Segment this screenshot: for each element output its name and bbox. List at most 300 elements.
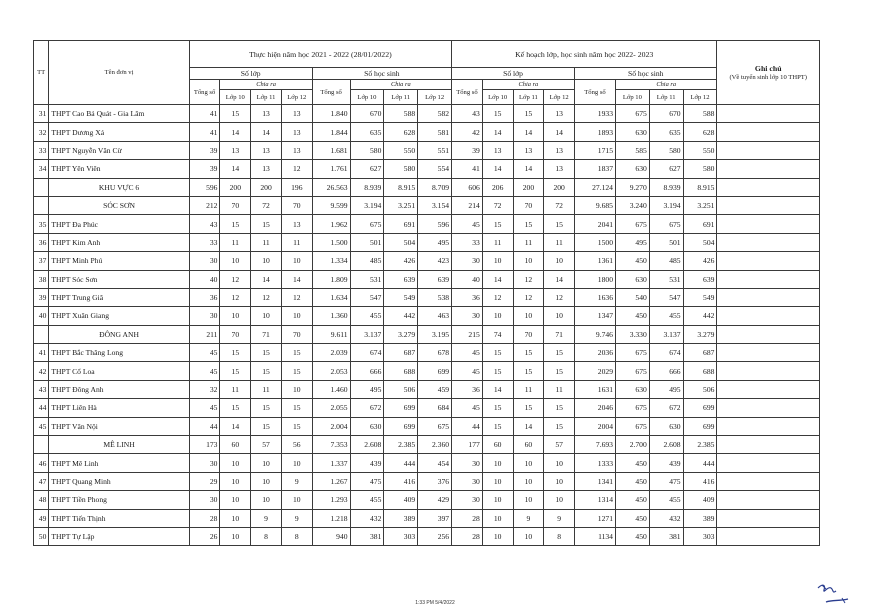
table-row (34, 380, 820, 398)
actual-student-grade12: 684 (418, 399, 452, 417)
actual-class-grade12: 70 (281, 196, 312, 214)
school-name: THPT Cao Bá Quát - Gia Lâm (49, 105, 189, 123)
plan-student-grade11: 666 (649, 362, 683, 380)
plan-student-grade10: 675 (615, 362, 649, 380)
table-row (34, 141, 820, 159)
actual-class-grade11: 72 (251, 196, 282, 214)
plan-student-total: 2041 (575, 215, 616, 233)
actual-class-grade12: 10 (281, 380, 312, 398)
plan-student-grade10: 450 (615, 509, 649, 527)
row-index: 42 (34, 362, 49, 380)
plan-class-grade10: 15 (482, 399, 513, 417)
actual-student-total: 2.053 (312, 362, 350, 380)
plan-class-grade10: 11 (482, 233, 513, 251)
region-name: KHU VỰC 6 (49, 178, 189, 196)
actual-student-grade11: 691 (384, 215, 418, 233)
actual-class-total: 30 (189, 491, 220, 509)
row-index: 36 (34, 233, 49, 251)
plan-student-grade10: 3.330 (615, 325, 649, 343)
actual-class-grade11: 13 (251, 141, 282, 159)
actual-student-grade10: 475 (350, 472, 384, 490)
actual-class-total: 45 (189, 399, 220, 417)
actual-class-grade10: 10 (220, 491, 251, 509)
grade10-header: Lớp 10 (482, 90, 513, 105)
actual-student-grade10: 635 (350, 123, 384, 141)
actual-student-grade10: 627 (350, 160, 384, 178)
plan-student-total: 1341 (575, 472, 616, 490)
actual-class-grade10: 15 (220, 105, 251, 123)
plan-student-grade11: 670 (649, 105, 683, 123)
actual-student-grade11: 442 (384, 307, 418, 325)
actual-class-grade11: 15 (251, 215, 282, 233)
plan-class-total: 39 (452, 141, 483, 159)
plan-student-split-header: Chia ra (615, 80, 716, 90)
actual-class-count-header: Số lớp (189, 68, 312, 80)
table-row (34, 252, 820, 270)
actual-class-total: 45 (189, 344, 220, 362)
actual-class-grade12: 14 (281, 270, 312, 288)
plan-class-grade12: 11 (544, 380, 575, 398)
plan-student-total: 1134 (575, 527, 616, 545)
plan-class-total: 30 (452, 472, 483, 490)
plan-class-total: 45 (452, 215, 483, 233)
plan-student-grade12: 2.385 (683, 436, 717, 454)
actual-class-grade10: 11 (220, 233, 251, 251)
actual-student-grade10: 432 (350, 509, 384, 527)
plan-class-grade12: 15 (544, 399, 575, 417)
note-header (717, 41, 820, 105)
actual-class-grade12: 15 (281, 344, 312, 362)
actual-class-total: 29 (189, 472, 220, 490)
plan-class-grade12: 15 (544, 344, 575, 362)
col-tt-header: TT (34, 41, 49, 105)
plan-class-grade10: 10 (482, 307, 513, 325)
actual-student-grade11: 549 (384, 288, 418, 306)
plan-class-grade12: 8 (544, 527, 575, 545)
plan-student-total: 1271 (575, 509, 616, 527)
actual-class-grade12: 13 (281, 141, 312, 159)
actual-class-total: 212 (189, 196, 220, 214)
actual-student-grade12: 2.360 (418, 436, 452, 454)
plan-student-grade12: 389 (683, 509, 717, 527)
actual-student-total: 1.809 (312, 270, 350, 288)
row-index: 45 (34, 417, 49, 435)
actual-class-grade10: 12 (220, 270, 251, 288)
note-cell (717, 233, 820, 251)
plan-class-grade11: 10 (513, 491, 544, 509)
school-name: THPT Tiền Phong (49, 491, 189, 509)
actual-class-grade11: 10 (251, 454, 282, 472)
plan-student-total: 2004 (575, 417, 616, 435)
row-index (34, 196, 49, 214)
actual-student-grade10: 2.608 (350, 436, 384, 454)
plan-class-grade10: 10 (482, 472, 513, 490)
note-cell (717, 215, 820, 233)
row-index: 40 (34, 307, 49, 325)
actual-student-total: 2.039 (312, 344, 350, 362)
plan-student-grade12: 506 (683, 380, 717, 398)
school-name: THPT Sóc Sơn (49, 270, 189, 288)
actual-student-split-header: Chia ra (350, 80, 452, 90)
actual-class-grade12: 10 (281, 491, 312, 509)
plan-student-total: 9.685 (575, 196, 616, 214)
plan-class-grade11: 12 (513, 270, 544, 288)
row-index: 43 (34, 380, 49, 398)
actual-student-grade10: 674 (350, 344, 384, 362)
school-name: THPT Xuân Giang (49, 307, 189, 325)
actual-class-grade10: 15 (220, 344, 251, 362)
note-cell (717, 344, 820, 362)
plan-class-grade10: 10 (482, 252, 513, 270)
plan-student-grade12: 409 (683, 491, 717, 509)
actual-student-grade12: 463 (418, 307, 452, 325)
plan-student-grade12: 504 (683, 233, 717, 251)
region-name: SÓC SƠN (49, 196, 189, 214)
plan-student-grade11: 475 (649, 472, 683, 490)
actual-class-grade12: 10 (281, 252, 312, 270)
actual-student-total: 1.293 (312, 491, 350, 509)
actual-student-grade10: 630 (350, 417, 384, 435)
plan-class-grade11: 15 (513, 215, 544, 233)
actual-student-total: 1.962 (312, 215, 350, 233)
actual-student-grade11: 2.385 (384, 436, 418, 454)
plan-class-grade12: 15 (544, 215, 575, 233)
row-index: 38 (34, 270, 49, 288)
actual-class-total: 28 (189, 509, 220, 527)
plan-class-total: 28 (452, 509, 483, 527)
plan-class-grade10: 60 (482, 436, 513, 454)
note-cell (717, 509, 820, 527)
plan-student-total: 1333 (575, 454, 616, 472)
actual-class-total: 173 (189, 436, 220, 454)
plan-class-grade10: 15 (482, 344, 513, 362)
plan-class-total: 33 (452, 233, 483, 251)
actual-student-grade11: 444 (384, 454, 418, 472)
plan-student-grade11: 547 (649, 288, 683, 306)
plan-student-total: 1314 (575, 491, 616, 509)
actual-class-grade11: 200 (251, 178, 282, 196)
plan-student-total: 1631 (575, 380, 616, 398)
plan-student-grade11: 3.194 (649, 196, 683, 214)
note-cell (717, 472, 820, 490)
plan-student-grade10: 450 (615, 491, 649, 509)
row-index: 39 (34, 288, 49, 306)
plan-student-count-header: Số học sinh (575, 68, 717, 80)
actual-class-grade12: 11 (281, 233, 312, 251)
plan-class-grade11: 70 (513, 325, 544, 343)
plan-student-grade10: 450 (615, 252, 649, 270)
plan-class-grade11: 10 (513, 454, 544, 472)
plan-class-grade11: 10 (513, 472, 544, 490)
plan-student-grade12: 303 (683, 527, 717, 545)
actual-class-total: 26 (189, 527, 220, 545)
actual-class-grade10: 10 (220, 252, 251, 270)
plan-class-grade11: 60 (513, 436, 544, 454)
plan-class-grade10: 14 (482, 380, 513, 398)
actual-class-total: 40 (189, 270, 220, 288)
plan-class-grade12: 10 (544, 472, 575, 490)
actual-class-grade12: 13 (281, 105, 312, 123)
actual-class-grade11: 14 (251, 123, 282, 141)
actual-student-grade12: 639 (418, 270, 452, 288)
actual-class-grade12: 70 (281, 325, 312, 343)
table-row (34, 399, 820, 417)
plan-student-grade10: 675 (615, 417, 649, 435)
actual-student-grade11: 3.279 (384, 325, 418, 343)
plan-class-total: 30 (452, 491, 483, 509)
plan-class-grade10: 14 (482, 123, 513, 141)
plan-class-grade12: 9 (544, 509, 575, 527)
note-cell (717, 527, 820, 545)
actual-class-grade10: 70 (220, 196, 251, 214)
actual-class-grade10: 10 (220, 527, 251, 545)
plan-student-grade12: 699 (683, 399, 717, 417)
actual-class-grade12: 10 (281, 307, 312, 325)
table-body (34, 105, 820, 546)
actual-student-total: 1.337 (312, 454, 350, 472)
actual-class-grade10: 11 (220, 380, 251, 398)
plan-class-grade12: 10 (544, 454, 575, 472)
actual-class-total: 44 (189, 417, 220, 435)
plan-class-grade12: 10 (544, 307, 575, 325)
plan-class-total: 45 (452, 399, 483, 417)
actual-class-grade12: 15 (281, 399, 312, 417)
plan-class-grade11: 9 (513, 509, 544, 527)
school-name: THPT Đa Phúc (49, 215, 189, 233)
school-name: THPT Tiến Thịnh (49, 509, 189, 527)
actual-student-grade11: 699 (384, 417, 418, 435)
plan-class-grade12: 10 (544, 491, 575, 509)
actual-student-grade11: 426 (384, 252, 418, 270)
actual-student-grade12: 454 (418, 454, 452, 472)
actual-student-grade10: 455 (350, 307, 384, 325)
plan-class-grade10: 206 (482, 178, 513, 196)
table-row (34, 491, 820, 509)
actual-class-total: 30 (189, 307, 220, 325)
actual-student-total: 1.840 (312, 105, 350, 123)
actual-class-grade10: 10 (220, 307, 251, 325)
row-index: 34 (34, 160, 49, 178)
row-index: 37 (34, 252, 49, 270)
plan-class-grade10: 72 (482, 196, 513, 214)
note-title: Ghi chú (754, 63, 782, 73)
actual-student-grade11: 303 (384, 527, 418, 545)
plan-student-grade12: 580 (683, 160, 717, 178)
plan-student-grade12: 699 (683, 417, 717, 435)
region-name: MÊ LINH (49, 436, 189, 454)
plan-class-grade12: 72 (544, 196, 575, 214)
plan-student-grade12: 588 (683, 105, 717, 123)
actual-student-grade11: 409 (384, 491, 418, 509)
actual-class-grade10: 10 (220, 509, 251, 527)
plan-student-grade10: 540 (615, 288, 649, 306)
region-subtotal-row (34, 196, 820, 214)
actual-student-grade12: 397 (418, 509, 452, 527)
row-index: 47 (34, 472, 49, 490)
actual-student-total: 1.360 (312, 307, 350, 325)
plan-student-total: 27.124 (575, 178, 616, 196)
plan-student-grade12: 3.279 (683, 325, 717, 343)
actual-class-total: 43 (189, 215, 220, 233)
plan-class-grade10: 10 (482, 454, 513, 472)
plan-class-total: 30 (452, 252, 483, 270)
actual-student-grade12: 678 (418, 344, 452, 362)
plan-student-grade11: 485 (649, 252, 683, 270)
actual-class-split-header: Chia ra (220, 80, 312, 90)
plan-class-total: 44 (452, 417, 483, 435)
note-cell (717, 380, 820, 398)
grade12-header: Lớp 12 (683, 90, 717, 105)
actual-student-grade10: 675 (350, 215, 384, 233)
plan-student-grade12: 3.251 (683, 196, 717, 214)
row-index: 31 (34, 105, 49, 123)
actual-class-grade10: 10 (220, 472, 251, 490)
note-cell (717, 399, 820, 417)
plan-student-grade11: 672 (649, 399, 683, 417)
plan-class-total: 36 (452, 380, 483, 398)
plan-student-total: 1800 (575, 270, 616, 288)
actual-class-grade12: 15 (281, 417, 312, 435)
row-index: 50 (34, 527, 49, 545)
table-row (34, 527, 820, 545)
plan-class-grade12: 200 (544, 178, 575, 196)
actual-class-grade12: 13 (281, 123, 312, 141)
actual-class-grade10: 14 (220, 123, 251, 141)
plan-class-grade10: 15 (482, 215, 513, 233)
actual-student-grade12: 675 (418, 417, 452, 435)
plan-student-total-header: Tổng số (575, 80, 616, 105)
actual-class-grade11: 14 (251, 270, 282, 288)
actual-class-total: 32 (189, 380, 220, 398)
actual-student-total: 9.599 (312, 196, 350, 214)
table-row (34, 344, 820, 362)
plan-class-grade12: 12 (544, 288, 575, 306)
actual-class-grade10: 70 (220, 325, 251, 343)
plan-class-grade12: 13 (544, 141, 575, 159)
plan-class-grade10: 10 (482, 509, 513, 527)
actual-student-grade12: 554 (418, 160, 452, 178)
actual-class-total: 45 (189, 362, 220, 380)
note-subtitle: (Về tuyển sinh lớp 10 THPT) (729, 73, 807, 81)
note-cell (717, 160, 820, 178)
table-row (34, 233, 820, 251)
actual-student-grade12: 3.154 (418, 196, 452, 214)
plan-class-grade11: 10 (513, 252, 544, 270)
actual-student-total-header: Tổng số (312, 80, 350, 105)
actual-class-grade11: 9 (251, 509, 282, 527)
actual-student-grade10: 381 (350, 527, 384, 545)
actual-student-total: 2.004 (312, 417, 350, 435)
plan-class-grade11: 12 (513, 288, 544, 306)
actual-student-grade11: 580 (384, 160, 418, 178)
actual-class-total: 41 (189, 105, 220, 123)
actual-student-total: 7.353 (312, 436, 350, 454)
plan-student-total: 1347 (575, 307, 616, 325)
plan-student-grade10: 450 (615, 307, 649, 325)
actual-student-grade10: 670 (350, 105, 384, 123)
plan-class-total: 40 (452, 270, 483, 288)
plan-class-grade12: 11 (544, 233, 575, 251)
table-row (34, 509, 820, 527)
actual-student-grade10: 439 (350, 454, 384, 472)
actual-student-grade12: 495 (418, 233, 452, 251)
row-index (34, 178, 49, 196)
grade11-header: Lớp 11 (251, 90, 282, 105)
school-name: THPT Vân Nội (49, 417, 189, 435)
plan-class-grade10: 10 (482, 491, 513, 509)
actual-class-total: 30 (189, 252, 220, 270)
school-name: THPT Dương Xá (49, 123, 189, 141)
plan-student-grade12: 691 (683, 215, 717, 233)
table-row (34, 160, 820, 178)
school-name: THPT Kim Anh (49, 233, 189, 251)
school-name: THPT Minh Phú (49, 252, 189, 270)
plan-student-total: 7.693 (575, 436, 616, 454)
plan-student-grade10: 630 (615, 270, 649, 288)
note-cell (717, 325, 820, 343)
actual-student-grade12: 376 (418, 472, 452, 490)
col-unit-name-header: Tên đơn vị (49, 41, 189, 105)
actual-student-grade10: 666 (350, 362, 384, 380)
plan-class-grade10: 12 (482, 288, 513, 306)
school-name: THPT Mê Linh (49, 454, 189, 472)
actual-student-grade11: 699 (384, 399, 418, 417)
actual-student-grade11: 588 (384, 105, 418, 123)
actual-class-grade11: 13 (251, 105, 282, 123)
plan-class-grade12: 71 (544, 325, 575, 343)
enrollment-table (33, 40, 820, 546)
print-timestamp: 1:33 PM 5/4/2022 (415, 600, 455, 606)
plan-class-total: 45 (452, 344, 483, 362)
note-cell (717, 270, 820, 288)
plan-class-total: 177 (452, 436, 483, 454)
plan-student-grade10: 450 (615, 454, 649, 472)
actual-student-total: 940 (312, 527, 350, 545)
plan-class-total-header: Tổng số (452, 80, 483, 105)
plan-class-grade10: 15 (482, 362, 513, 380)
actual-class-total: 39 (189, 141, 220, 159)
region-subtotal-row (34, 436, 820, 454)
actual-class-grade12: 56 (281, 436, 312, 454)
actual-class-grade11: 15 (251, 362, 282, 380)
actual-student-grade12: 699 (418, 362, 452, 380)
region-subtotal-row (34, 325, 820, 343)
table-row (34, 105, 820, 123)
actual-student-total: 1.500 (312, 233, 350, 251)
actual-class-grade11: 10 (251, 307, 282, 325)
note-cell (717, 417, 820, 435)
actual-class-grade12: 12 (281, 160, 312, 178)
actual-student-grade11: 506 (384, 380, 418, 398)
plan-student-grade11: 455 (649, 491, 683, 509)
grade10-header: Lớp 10 (220, 90, 251, 105)
plan-student-grade12: 550 (683, 141, 717, 159)
actual-class-total: 211 (189, 325, 220, 343)
actual-student-total: 1.681 (312, 141, 350, 159)
actual-student-grade11: 550 (384, 141, 418, 159)
actual-class-total: 30 (189, 454, 220, 472)
actual-class-grade11: 8 (251, 527, 282, 545)
row-index (34, 436, 49, 454)
plan-student-grade12: 688 (683, 362, 717, 380)
plan-student-grade11: 675 (649, 215, 683, 233)
plan-student-grade10: 2.700 (615, 436, 649, 454)
plan-student-grade11: 495 (649, 380, 683, 398)
actual-class-grade12: 8 (281, 527, 312, 545)
actual-class-grade11: 11 (251, 233, 282, 251)
school-name: THPT Nguyễn Văn Cừ (49, 141, 189, 159)
plan-class-grade11: 14 (513, 123, 544, 141)
